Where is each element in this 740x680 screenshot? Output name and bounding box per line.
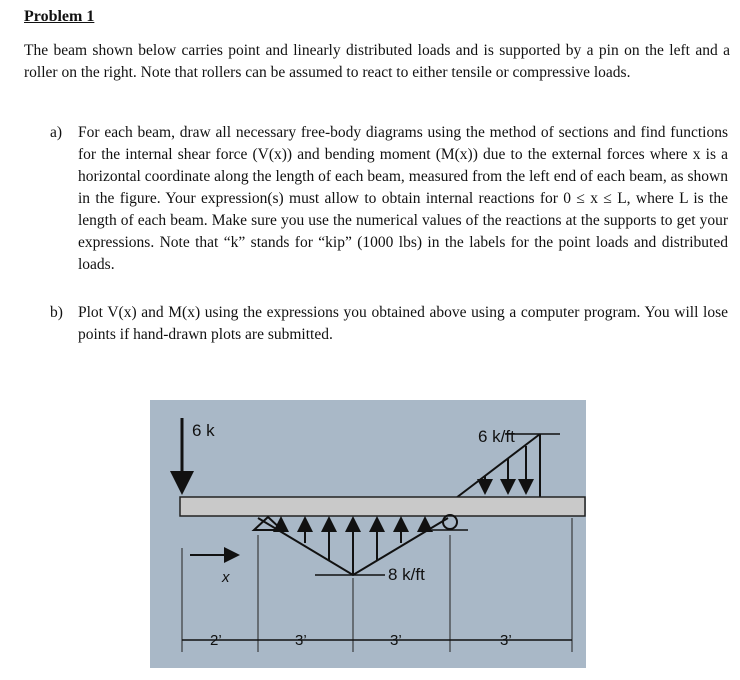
- point-load-label: 6 k: [192, 421, 215, 440]
- beam-figure: [150, 400, 586, 668]
- dim-label-1: 2’: [210, 632, 222, 649]
- x-label: x: [222, 569, 230, 586]
- item-a-label: a): [50, 124, 63, 141]
- item-a-text: For each beam, draw all necessary free-body diagrams using the method of sections and find functions for the internal shear force (V(x)) and bending moment (M(x)) due to the external forces where x is a horizontal coordinate along the length of each beam, measured from the left end of each beam, as shown in the figure. Your expression(s) must allow to obtain internal reactions for 0 ≤ x ≤ L, where L is the length of each beam. Make sure you use the numerical values of the reactions at the supports to get your expressions. Note that “k” stands for “kip” (1000 lbs) in the labels for the point loads and distributed loads.: [78, 124, 728, 273]
- beam: [180, 497, 585, 516]
- dist-load-bottom-label: 8 k/ft: [388, 565, 425, 584]
- dim-label-2: 3’: [295, 632, 307, 649]
- item-b-text: Plot V(x) and M(x) using the expressions you obtained above using a computer program. You will lose points if hand-drawn plots are submitted.: [78, 304, 728, 343]
- dim-label-4: 3’: [500, 632, 512, 649]
- problem-title: Problem 1: [24, 8, 95, 25]
- roller-support: [443, 515, 457, 529]
- intro-paragraph: The beam shown below carries point and linearly distributed loads and is supported by a pin on the left and a roller on the right. Note that rollers can be assumed to react to either tensile or compressive loads.: [24, 42, 730, 81]
- beam-diagram: [150, 400, 586, 668]
- dist-load-top-label: 6 k/ft: [478, 427, 515, 446]
- dim-label-3: 3’: [390, 632, 402, 649]
- item-b-label: b): [50, 304, 63, 321]
